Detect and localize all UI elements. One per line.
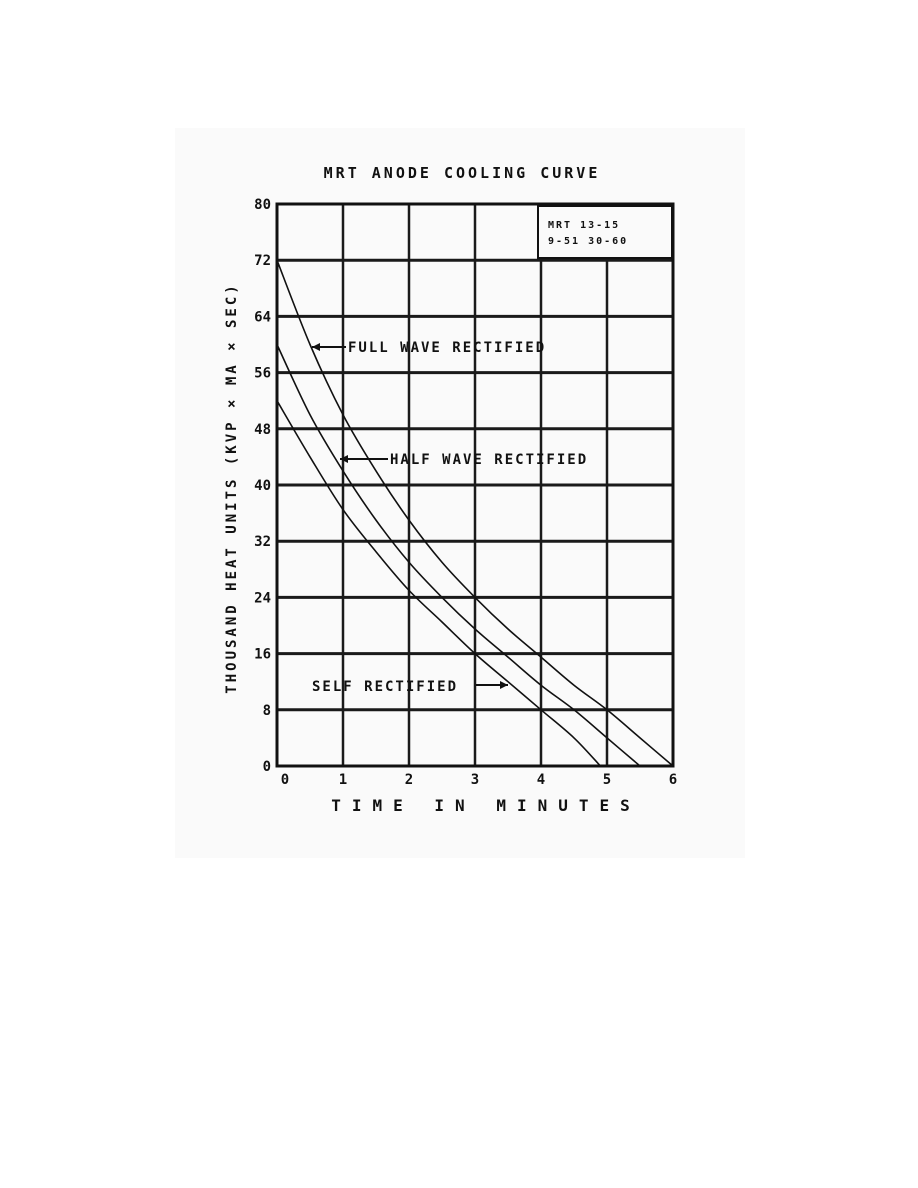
spec-box-line-2: 9-51 30-60 — [548, 236, 629, 247]
x-tick-label-4: 4 — [536, 772, 546, 788]
y-axis-label: THOUSAND HEAT UNITS (KVP × MA × SEC) — [224, 282, 240, 694]
x-tick-label-3: 3 — [470, 772, 480, 788]
x-axis-label: TIME IN MINUTES — [331, 796, 641, 815]
annotation-arrowhead-2 — [500, 681, 508, 689]
spec-box-border — [538, 206, 672, 258]
spec-box — [538, 206, 672, 258]
y-tick-labels — [254, 197, 271, 775]
y-tick-label-1: 8 — [262, 702, 271, 719]
y-tick-label-8: 64 — [254, 309, 271, 326]
annotation-label-2: SELF RECTIFIED — [312, 679, 459, 695]
y-tick-label-6: 48 — [254, 421, 271, 438]
y-tick-label-2: 16 — [254, 646, 271, 663]
x-tick-label-0: 0 — [280, 772, 290, 788]
y-tick-label-10: 80 — [254, 197, 271, 213]
x-tick-label-6: 6 — [668, 772, 678, 788]
series-annotations — [312, 340, 588, 695]
series-line-1 — [277, 345, 640, 767]
annotation-label-0: FULL WAVE RECTIFIED — [348, 340, 547, 356]
y-tick-label-4: 32 — [254, 534, 271, 551]
x-tick-label-2: 2 — [404, 772, 414, 788]
y-tick-label-5: 40 — [254, 478, 271, 494]
x-tick-labels — [281, 772, 677, 788]
chart-title: MRT ANODE COOLING CURVE — [323, 164, 601, 182]
x-tick-label-1: 1 — [338, 772, 348, 788]
y-tick-label-0: 0 — [262, 759, 271, 775]
annotation-label-1: HALF WAVE RECTIFIED — [390, 452, 589, 468]
spec-box-line-1: MRT 13-15 — [548, 220, 621, 231]
annotation-arrowhead-0 — [312, 343, 320, 351]
y-tick-label-7: 56 — [254, 365, 271, 382]
y-tick-label-3: 24 — [254, 590, 271, 607]
x-tick-label-5: 5 — [602, 772, 612, 788]
y-tick-label-9: 72 — [254, 253, 271, 270]
